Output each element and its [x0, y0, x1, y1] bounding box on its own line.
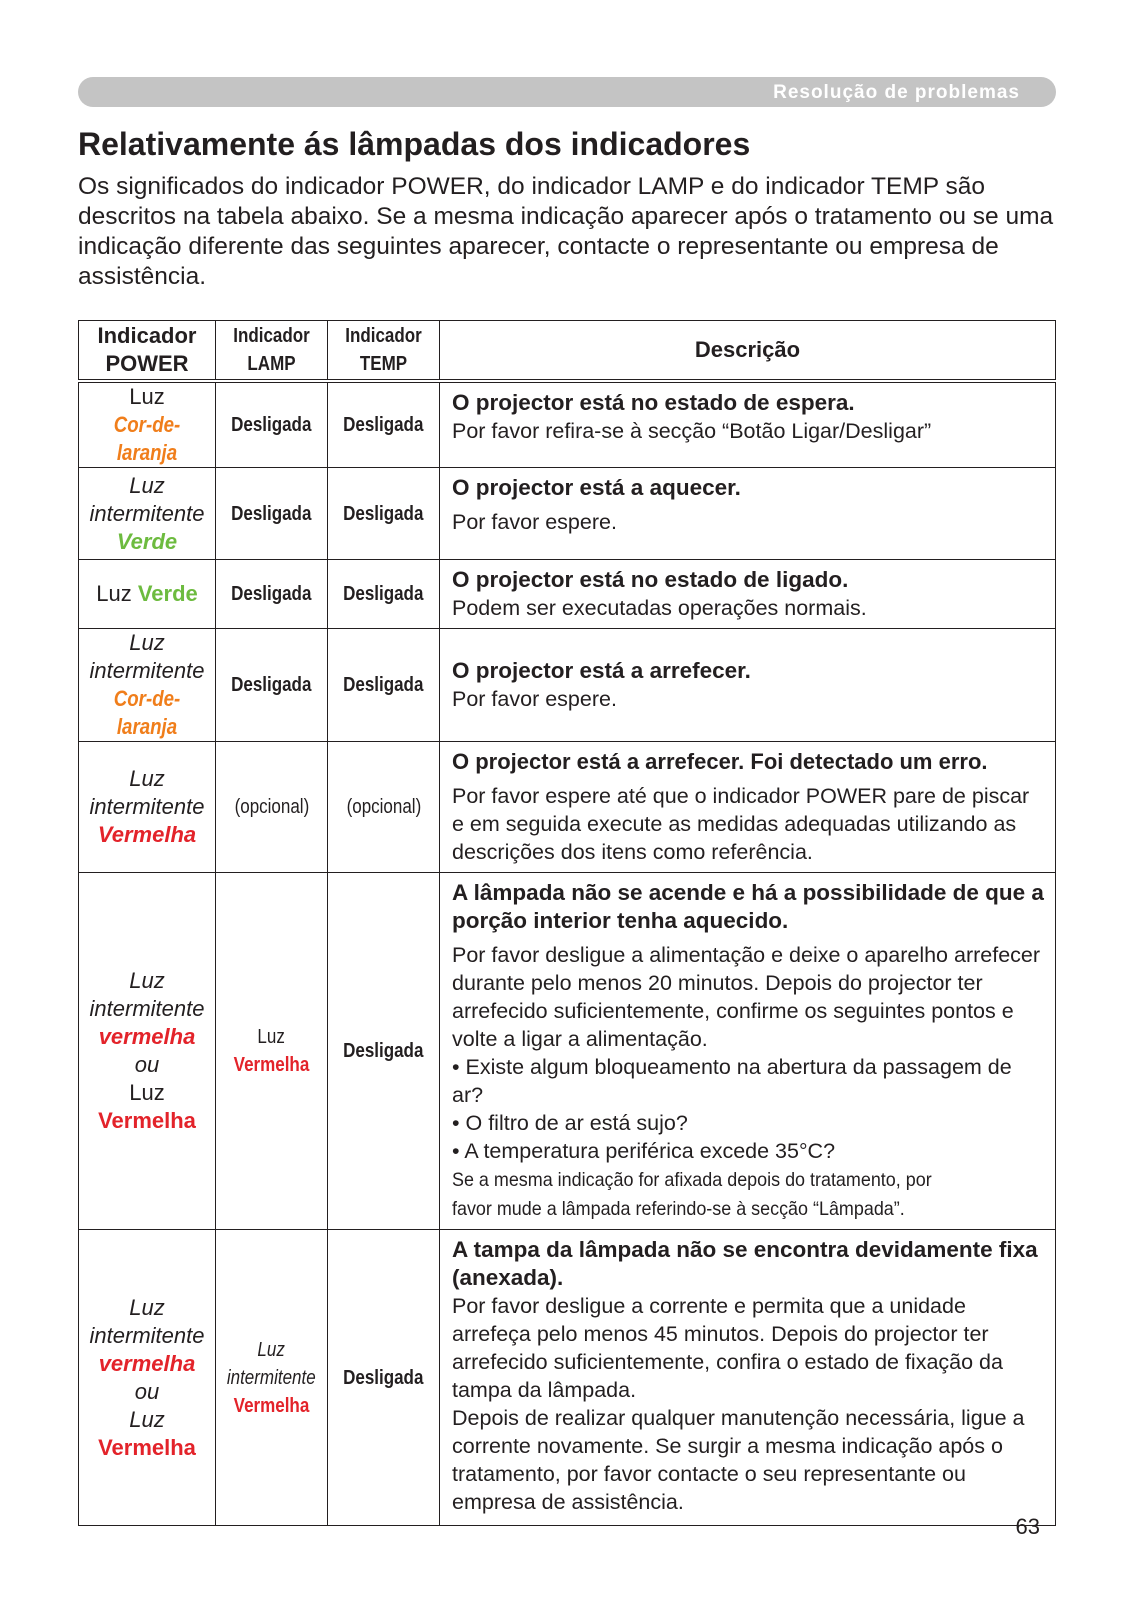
table-row	[79, 468, 1056, 560]
lamp-status: Desligada	[231, 414, 312, 436]
temp-cell	[328, 468, 440, 560]
lamp-cell	[216, 1230, 328, 1526]
header-lamp-line1: Indicador	[233, 325, 310, 347]
description-text: Por favor espere até que o indicador POWER pare de piscar e em seguida execute as medidas adequadas utilizando as descrições dos itens como referência.	[452, 784, 1030, 864]
temp-cell	[328, 873, 440, 1230]
header-power	[79, 321, 216, 382]
description-note: Se a mesma indicação for afixada depois do tratamento, por	[452, 1169, 932, 1191]
table-row	[79, 381, 1056, 468]
description-cell	[440, 629, 1056, 742]
description-text: Por favor espere.	[452, 510, 617, 534]
power-text-or: ou	[134, 1378, 160, 1404]
header-temp-line1: Indicador	[345, 325, 422, 347]
description-title: O projector está no estado de ligado.	[452, 567, 849, 592]
table-row	[79, 560, 1056, 629]
power-cell	[79, 742, 216, 873]
temp-cell	[328, 1230, 440, 1526]
description-cell	[440, 1230, 1056, 1526]
power-cell	[79, 1230, 216, 1526]
temp-status: Desligada	[343, 1040, 424, 1062]
header-description: Descrição	[440, 321, 1056, 382]
power-text: Luz	[129, 1406, 165, 1432]
table-row	[79, 629, 1056, 742]
page-title: Relativamente ás lâmpadas dos indicadores	[78, 126, 751, 162]
temp-cell	[328, 560, 440, 629]
header-power-line1: Indicador	[97, 323, 197, 348]
description-bullet: • O filtro de ar está sujo?	[452, 1111, 688, 1135]
temp-status: (opcional)	[346, 796, 421, 818]
description-title: O projector está a arrefecer.	[452, 658, 751, 683]
lamp-text: Luz	[257, 1026, 286, 1048]
description-text: Por favor desligue a alimentação e deixe o aparelho arrefecer durante pelo menos 20 minutos. Depois do projector ter arrefecido suficientemente, confirme os seguintes pontos e volte a ligar a alimentação.	[452, 943, 1041, 1051]
description-title: A lâmpada não se acende e há a possibilidade de que a porção interior tenha aquecido.	[452, 880, 1044, 933]
header-temp-line2: TEMP	[359, 353, 408, 375]
header-lamp	[216, 321, 328, 382]
temp-cell	[328, 381, 440, 468]
description-title: A tampa da lâmpada não se encontra devidamente fixa (anexada).	[452, 1237, 1038, 1290]
power-text: Luz	[129, 384, 165, 409]
power-text: intermitente	[89, 500, 205, 526]
temp-status: Desligada	[343, 502, 424, 525]
table-row	[79, 742, 1056, 873]
description-text: Podem ser executadas operações normais.	[452, 596, 867, 620]
description-text: Por favor espere.	[452, 687, 617, 711]
lamp-cell	[216, 381, 328, 468]
header-lamp-line2: LAMP	[247, 353, 296, 375]
lamp-cell	[216, 560, 328, 629]
power-text: Luz	[129, 472, 165, 498]
description-text: Por favor refira-se à secção “Botão Ligar/Desligar”	[452, 419, 932, 443]
header-temp	[328, 321, 440, 382]
power-text: Luz	[96, 581, 132, 606]
power-color-orange: Cor-de-laranja	[113, 412, 181, 465]
power-text: Luz	[129, 1080, 165, 1105]
power-text: intermitente	[89, 794, 205, 819]
indicator-table	[78, 320, 1056, 1526]
power-text: Luz	[129, 766, 165, 791]
lamp-text: intermitente	[227, 1366, 316, 1389]
power-color-green: Verde	[116, 528, 178, 554]
lamp-status: Desligada	[231, 674, 312, 696]
section-header-bar	[78, 77, 1056, 107]
temp-status: Desligada	[343, 414, 424, 436]
description-cell	[440, 560, 1056, 629]
description-title: O projector está a arrefecer. Foi detectado um erro.	[452, 749, 988, 774]
power-text: Luz	[129, 968, 165, 993]
intro-paragraph: Os significados do indicador POWER, do indicador LAMP e do indicador TEMP são descritos na tabela abaixo. Se a mesma indicação aparecer após o tratamento ou se uma indicação diferente das seguintes aparecer, contacte o representante ou empresa de assistência.	[78, 173, 1054, 290]
description-cell	[440, 873, 1056, 1230]
lamp-cell	[216, 629, 328, 742]
power-color-red: Vermelha	[98, 1434, 196, 1460]
lamp-color-red: Vermelha	[233, 1394, 310, 1417]
power-text: intermitente	[89, 996, 205, 1021]
lamp-status: (opcional)	[234, 796, 309, 818]
description-title: O projector está a aquecer.	[452, 475, 741, 500]
description-title: O projector está no estado de espera.	[452, 390, 855, 415]
table-row	[79, 1230, 1056, 1526]
power-text: intermitente	[89, 1322, 205, 1348]
power-cell	[79, 468, 216, 560]
power-color-red: vermelha	[98, 1350, 196, 1376]
description-note: favor mude a lâmpada referindo-se à secção “Lâmpada”.	[452, 1198, 905, 1220]
table-header-row	[79, 321, 1056, 382]
power-cell	[79, 873, 216, 1230]
power-color-red: Vermelha	[97, 822, 197, 847]
temp-status: Desligada	[343, 583, 424, 605]
power-cell	[79, 629, 216, 742]
section-header-label: Resolução de problemas	[773, 82, 1020, 103]
power-cell	[79, 381, 216, 468]
temp-status: Desligada	[343, 1366, 424, 1389]
lamp-cell	[216, 742, 328, 873]
power-color-orange: Cor-de-laranja	[113, 686, 181, 739]
description-cell	[440, 468, 1056, 560]
power-color-red: vermelha	[98, 1024, 196, 1049]
description-bullet: • Existe algum bloqueamento na abertura da passagem de ar?	[452, 1055, 1012, 1107]
temp-status: Desligada	[343, 674, 424, 696]
lamp-status: Desligada	[231, 502, 312, 525]
power-color-red: Vermelha	[98, 1108, 196, 1133]
lamp-text: Luz	[257, 1338, 286, 1361]
description-cell	[440, 381, 1056, 468]
power-text: Luz	[129, 630, 165, 655]
temp-cell	[328, 629, 440, 742]
power-color-green: Verde	[137, 581, 198, 606]
description-bullet: • A temperatura periférica excede 35°C?	[452, 1139, 836, 1163]
description-cell	[440, 742, 1056, 873]
lamp-cell	[216, 468, 328, 560]
header-power-line2: POWER	[105, 351, 189, 376]
description-text: Depois de realizar qualquer manutenção necessária, ligue a corrente novamente. Se surgir a mesma indicação após o tratamento, por favor contacte o seu representante ou empresa de assistência.	[452, 1406, 1025, 1514]
temp-cell	[328, 742, 440, 873]
table-row	[79, 873, 1056, 1230]
page-number: 63	[1015, 1514, 1040, 1539]
power-cell	[79, 560, 216, 629]
power-text: intermitente	[89, 658, 205, 683]
lamp-status: Desligada	[231, 583, 312, 605]
lamp-color-red: Vermelha	[233, 1054, 310, 1076]
power-text: Luz	[129, 1294, 165, 1320]
description-text: Por favor desligue a corrente e permita que a unidade arrefeça pelo menos 45 minutos. Depois do projector ter arrefecido suficientemente, confira o estado de fixação da tampa da lâmpada.	[452, 1294, 1003, 1402]
lamp-cell	[216, 873, 328, 1230]
power-text-or: ou	[134, 1052, 160, 1077]
